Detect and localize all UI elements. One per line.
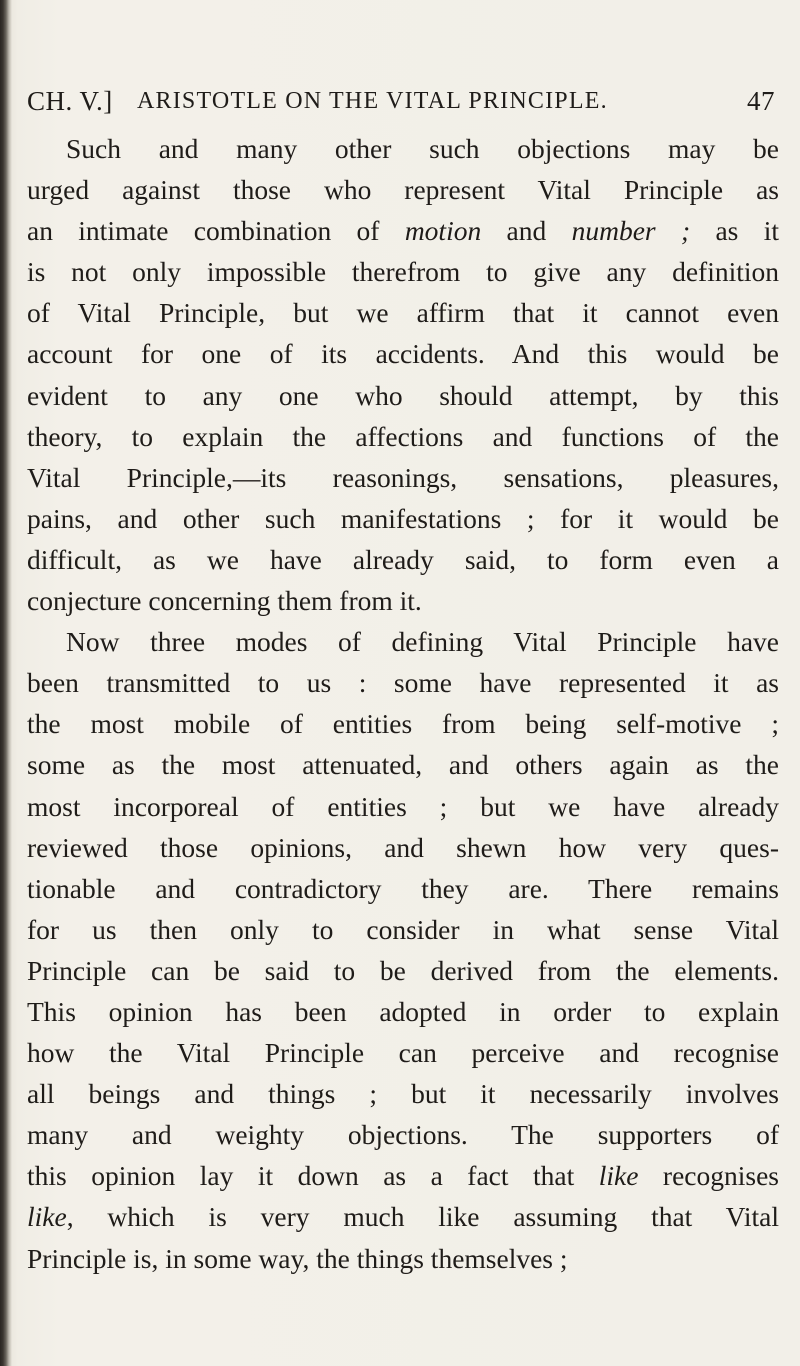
text-span: theory, to explain the affections and functions of the	[27, 420, 779, 452]
text-span: recognises	[638, 1160, 779, 1192]
text-line	[27, 703, 779, 744]
text-line	[27, 1032, 779, 1073]
text-line	[27, 169, 779, 210]
text-line	[27, 950, 779, 991]
running-title: ARISTOTLE ON THE VITAL PRINCIPLE.	[137, 88, 608, 114]
text-span: many and weighty objections. The supporters of	[27, 1119, 779, 1151]
text-line	[27, 416, 779, 457]
text-span: as it	[690, 215, 779, 247]
text-line	[27, 498, 779, 539]
text-line	[27, 457, 779, 498]
italic-text: number ;	[571, 215, 691, 247]
text-span: of Vital Principle, but we affirm that it cannot even	[27, 297, 779, 329]
text-span: This opinion has been adopted in order to explain	[27, 995, 779, 1027]
text-line	[27, 909, 779, 950]
text-line	[27, 868, 779, 909]
text-span: all beings and things ; but it necessarily involves	[27, 1078, 779, 1110]
text-span: an intimate combination of	[27, 215, 405, 247]
text-line	[27, 580, 779, 621]
italic-text: like	[598, 1160, 639, 1192]
text-line	[27, 375, 779, 416]
text-span: is not only impossible therefrom to give any definition	[27, 256, 779, 288]
text-span: difficult, as we have already said, to form even a	[27, 543, 779, 575]
text-span: Now three modes of defining Vital Principle have	[66, 626, 779, 658]
text-line	[27, 1196, 779, 1237]
text-span: conjecture concerning them from it.	[27, 585, 422, 617]
text-span: reviewed those opinions, and shewn how very ques-	[27, 831, 779, 863]
text-line	[27, 251, 779, 292]
text-span: Vital Principle,—its reasonings, sensations, pleasures,	[27, 461, 779, 493]
text-span: tionable and contradictory they are. There remains	[27, 872, 779, 904]
text-line	[27, 210, 779, 251]
text-line	[27, 1155, 779, 1196]
italic-text: like	[27, 1201, 67, 1233]
text-line	[27, 1114, 779, 1155]
text-span: Such and many other such objections may be	[66, 133, 779, 164]
text-span: most incorporeal of entities ; but we have already	[27, 790, 779, 822]
page-number: 47	[747, 86, 775, 116]
text-span: for us then only to consider in what sense Vital	[27, 913, 779, 945]
text-line	[27, 621, 779, 662]
text-span: the most mobile of entities from being self-motive ;	[27, 708, 779, 740]
text-line	[27, 744, 779, 785]
text-line	[27, 539, 779, 580]
chapter-label: CH. V.]	[27, 86, 113, 116]
text-span: pains, and other such manifestations ; for it would be	[27, 502, 779, 534]
text-span: account for one of its accidents. And this would be	[27, 338, 779, 370]
text-span: evident to any one who should attempt, by this	[27, 379, 779, 411]
running-head	[27, 86, 775, 122]
text-line	[27, 1238, 779, 1279]
text-line	[27, 292, 779, 333]
text-span: Principle can be said to be derived from the elements.	[27, 954, 779, 986]
text-span: this opinion lay it down as a fact that	[27, 1160, 599, 1192]
text-line	[27, 1073, 779, 1114]
text-span: , which is very much like assuming that Vital	[66, 1201, 779, 1233]
text-span: and	[481, 215, 572, 247]
text-span: been transmitted to us : some have represented it as	[27, 667, 779, 699]
text-line	[27, 128, 779, 169]
text-span: urged against those who represent Vital Principle as	[27, 174, 779, 206]
text-span: Principle is, in some way, the things themselves ;	[27, 1242, 568, 1274]
text-span: how the Vital Principle can perceive and recognise	[27, 1037, 779, 1069]
text-line	[27, 333, 779, 374]
body-text	[27, 128, 779, 1279]
page-binding-edge	[0, 0, 12, 1366]
text-line	[27, 991, 779, 1032]
text-span: some as the most attenuated, and others again as the	[27, 749, 779, 781]
text-line	[27, 786, 779, 827]
text-line	[27, 827, 779, 868]
text-line	[27, 662, 779, 703]
italic-text: motion	[404, 215, 482, 247]
